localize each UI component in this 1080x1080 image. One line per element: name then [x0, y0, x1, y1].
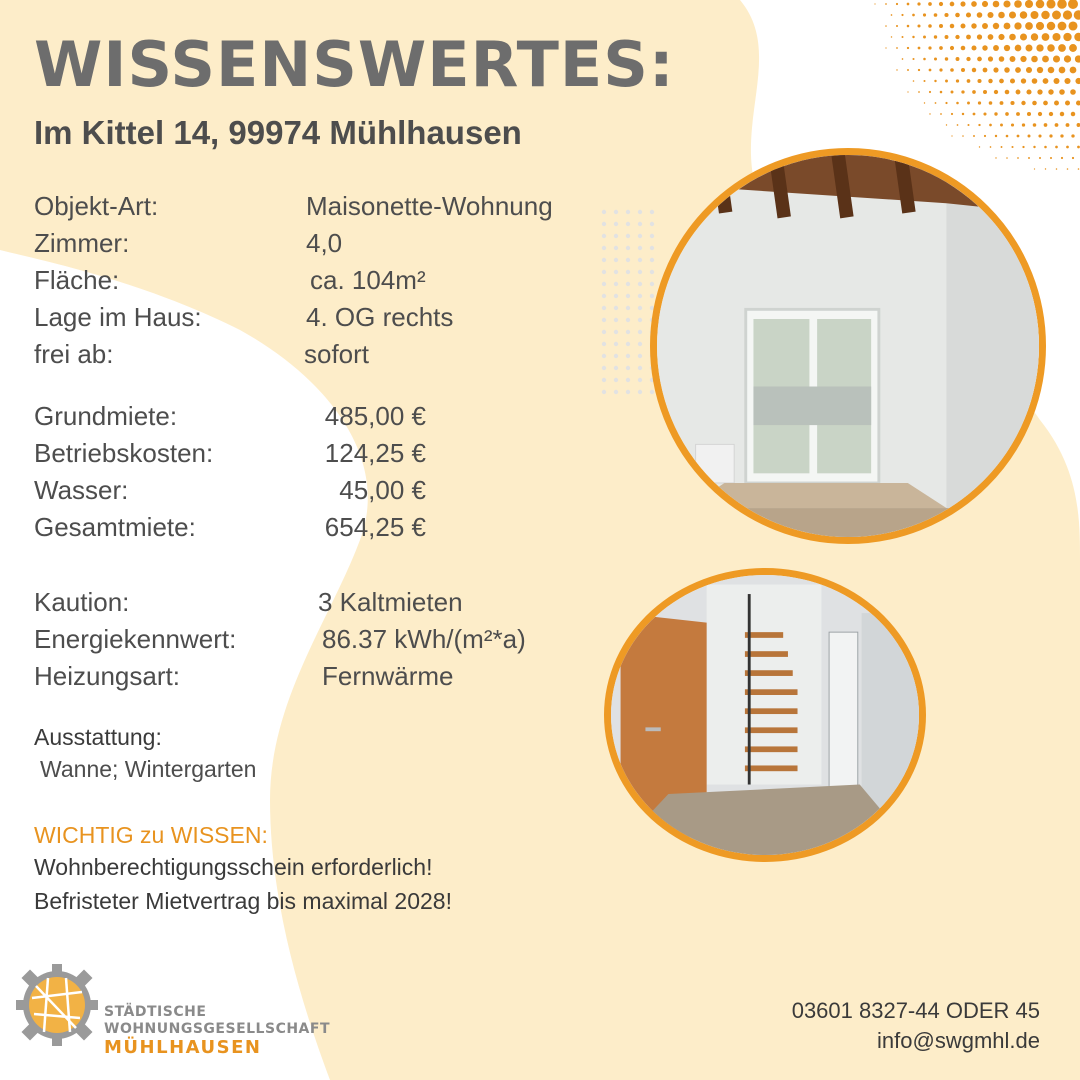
extra-row — [34, 658, 634, 694]
detail-value: Maisonette-Wohnung — [306, 191, 553, 221]
cost-row — [34, 398, 634, 434]
property-address: Im Kittel 14, 99974 Mühlhausen — [34, 114, 522, 151]
detail-label: Fläche: — [34, 265, 120, 295]
detail-row — [34, 336, 634, 372]
cost-value: 45,00 € — [339, 475, 426, 505]
cost-row — [34, 435, 634, 471]
important-label: WICHTIG zu WISSEN: — [34, 822, 268, 848]
detail-label: frei ab: — [34, 339, 114, 369]
company-logo-text — [104, 1004, 330, 1056]
extra-value: 86.37 kWh/(m²*a) — [322, 624, 526, 654]
extra-label: Energiekennwert: — [34, 624, 237, 654]
important-line: Befristeter Mietvertrag bis maximal 2028! — [34, 888, 452, 914]
detail-label: Zimmer: — [34, 228, 130, 258]
detail-row — [34, 299, 634, 335]
gear-city-map-icon — [14, 962, 100, 1048]
detail-row — [34, 225, 634, 261]
extra-value: 3 Kaltmieten — [318, 587, 463, 617]
extra-label: Heizungsart: — [34, 661, 180, 691]
extra-value: Fernwärme — [322, 661, 454, 691]
cost-value: 485,00 € — [324, 401, 426, 431]
features-label: Ausstattung: — [34, 724, 162, 750]
logo-line-3: MÜHLHAUSEN — [104, 1037, 262, 1058]
detail-row — [34, 188, 634, 224]
logo-line-2: WOHNUNGSGESELLSCHAFT — [104, 1021, 331, 1037]
detail-value: 4,0 — [306, 228, 343, 258]
detail-value: sofort — [304, 339, 370, 369]
extra-row — [34, 584, 634, 620]
cost-value: 124,25 € — [324, 438, 426, 468]
extra-row — [34, 621, 634, 657]
contact-email: info@swgmhl.de — [877, 1028, 1040, 1053]
extra-label: Kaution: — [34, 587, 130, 617]
cost-row — [34, 472, 634, 508]
apartment-photo-staircase — [604, 568, 926, 862]
cost-label: Grundmiete: — [34, 401, 178, 431]
cost-label: Betriebskosten: — [34, 438, 214, 468]
contact-block — [792, 996, 1040, 1056]
features-value: Wanne; Wintergarten — [40, 756, 257, 782]
cost-value: 654,25 € — [324, 512, 426, 542]
cost-row — [34, 509, 634, 545]
cost-label: Wasser: — [34, 475, 129, 505]
detail-label: Lage im Haus: — [34, 302, 202, 332]
cost-label: Gesamtmiete: — [34, 512, 196, 542]
detail-row — [34, 262, 634, 298]
detail-value: 4. OG rechts — [306, 302, 454, 332]
logo-line-1: STÄDTISCHE — [104, 1004, 207, 1020]
page-title: WISSENSWERTES: — [34, 28, 675, 101]
contact-phone: 03601 8327-44 ODER 45 — [791, 998, 1040, 1023]
detail-value: ca. 104m² — [310, 265, 426, 295]
detail-label: Objekt-Art: — [34, 191, 159, 221]
apartment-photo-living-room — [650, 148, 1046, 544]
important-line: Wohnberechtigungsschein erforderlich! — [34, 854, 433, 880]
